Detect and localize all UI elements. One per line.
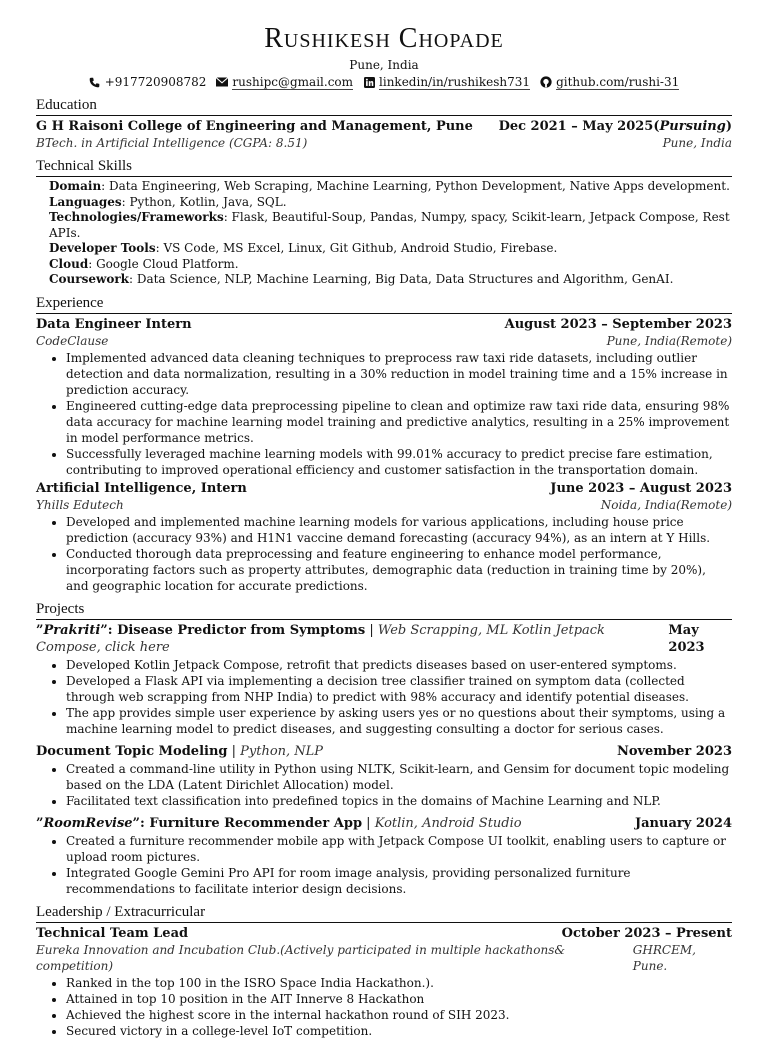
job-place: Pune, India(Remote)	[606, 333, 732, 348]
phone-text: +917720908782	[104, 75, 207, 89]
leadership-place: GHRCEM, Pune.	[632, 942, 696, 973]
skill-label: Coursework	[49, 272, 129, 286]
skill-value: : Data Engineering, Web Scraping, Machine Learning, Python Development, Native Apps development.	[101, 179, 730, 193]
skill-line	[49, 210, 732, 241]
bullet-item: • Integrated Google Gemini Pro API for room image analysis, providing personalized furniture recommendations to facilitate interior design decisions.	[66, 865, 732, 897]
resume-page	[36, 22, 732, 1039]
project-separator: |	[362, 815, 375, 831]
project-title	[36, 622, 668, 656]
project-entry	[36, 622, 732, 737]
project-bullets	[36, 657, 732, 737]
github-contact[interactable]	[540, 74, 679, 90]
skill-label: Developer Tools	[49, 241, 156, 255]
project-entry	[36, 815, 732, 897]
skill-label: Technologies/Frameworks	[49, 210, 224, 224]
project-tech[interactable]: Web Scrapping, ML Kotlin Jetpack Compose, click here	[36, 622, 605, 655]
bullet-item: • Attained in top 10 position in the AIT Innerve 8 Hackathon	[66, 991, 732, 1007]
experience-sub-row	[36, 497, 732, 513]
project-quote: ”	[36, 622, 44, 638]
bullet-item: • Conducted thorough data preprocessing and feature engineering to enhance model performance, incorporating factors such as property attributes, demographic data (reduction in training time by 20%), and geographic location for accurate predictions.	[66, 546, 732, 594]
project-bullets	[36, 833, 732, 897]
project-bullets	[36, 761, 732, 809]
education-heading: Education	[36, 96, 732, 116]
job-role: Data Engineer Intern	[36, 316, 192, 332]
skill-value: : VS Code, MS Excel, Linux, Git Github, Android Studio, Firebase.	[155, 241, 558, 255]
project-quote: ”	[36, 815, 44, 831]
experience-heading: Experience	[36, 294, 732, 314]
skill-line	[49, 179, 732, 195]
project-separator: |	[365, 622, 378, 638]
job-place: Noida, India(Remote)	[600, 497, 732, 512]
leadership-org: Eureka Innovation and Incubation Club.(Actively participated in multiple hackathons& competition)	[36, 942, 566, 973]
project-tech: Python, NLP	[240, 743, 324, 759]
bullet-item: • Developed and implemented machine learning models for various applications, including house price prediction (accuracy 93%) and H1N1 vaccine demand forecasting (accuracy 94%), as an intern at Y Hills.	[66, 514, 732, 546]
contact-bar	[36, 74, 732, 90]
projects-heading: Projects	[36, 600, 732, 620]
skills-list	[36, 179, 732, 288]
bullet-item: • Ranked in the top 100 in the ISRO Space India Hackathon.).	[66, 975, 732, 991]
project-name	[36, 623, 365, 638]
email-link[interactable]: rushipc@gmail.com	[232, 74, 354, 89]
leadership-heading: Leadership / Extracurricular	[36, 903, 732, 923]
leadership-role: Technical Team Lead	[36, 925, 189, 941]
project-title	[36, 743, 323, 760]
project-header-row	[36, 815, 732, 832]
experience-entry	[36, 480, 732, 594]
bullet-item: • Implemented advanced data cleaning techniques to preprocess raw taxi ride datasets, including outlier detection and data normalization, resulting in a 30% reduction in model training time and a 15% increase in prediction accuracy.	[66, 350, 732, 398]
experience-entry	[36, 316, 732, 478]
experience-list	[36, 316, 732, 594]
bullet-item: • Created a command-line utility in Python using NLTK, Scikit-learn, and Gensim for document topic modeling based on the LDA (Latent Dirichlet Allocation) model.	[66, 761, 732, 793]
linkedin-icon	[363, 76, 375, 88]
phone-icon	[89, 76, 101, 88]
bullet-item: • Engineered cutting-edge data preprocessing pipeline to clean and optimize raw taxi ride data, ensuring 98% data accuracy for machine learning model training and predictive analytics, resulting in a 25% improvement in model performance metrics.	[66, 398, 732, 446]
skill-value: : Data Science, NLP, Machine Learning, Big Data, Data Structures and Algorithm, GenAI.	[128, 272, 674, 286]
project-header-row	[36, 743, 732, 760]
company-name: Yhills Edutech	[36, 497, 124, 512]
skill-line	[49, 241, 732, 257]
bullet-item: • Facilitated text classification into predefined topics in the domains of Machine Learning and NLP.	[66, 793, 732, 809]
email-contact[interactable]	[216, 74, 353, 90]
project-name-italic: Prakriti	[43, 622, 101, 638]
envelope-icon	[216, 76, 228, 88]
skill-label: Cloud	[49, 256, 89, 271]
project-title	[36, 815, 522, 832]
job-role: Artificial Intelligence, Intern	[36, 480, 247, 496]
github-icon	[540, 76, 552, 88]
education-dates: Dec 2021 – May 2025(Pursuing)	[498, 119, 732, 134]
project-name-rest: ”: Disease Predictor from Symptoms	[100, 622, 366, 638]
job-dates: June 2023 – August 2023	[550, 480, 732, 496]
skill-label: Domain	[49, 179, 102, 193]
experience-header-row	[36, 316, 732, 333]
leadership-bullets	[36, 975, 732, 1039]
job-dates: August 2023 – September 2023	[504, 316, 732, 332]
skill-line	[49, 195, 732, 211]
linkedin-contact[interactable]	[363, 74, 530, 90]
school-name: G H Raisoni College of Engineering and Management, Pune	[36, 119, 473, 134]
bullet-item: • Secured victory in a college-level IoT competition.	[66, 1023, 732, 1039]
projects-list	[36, 622, 732, 897]
skills-heading: Technical Skills	[36, 157, 732, 177]
skill-value: : Python, Kotlin, Java, SQL.	[121, 194, 287, 209]
bullet-item: • Developed a Flask API via implementing a decision tree classifier trained on symptom data (collected through web scrapping from NHP India) to predict with 98% accuracy and identify potential diseases.	[66, 673, 732, 705]
bullet-item: • Created a furniture recommender mobile app with Jetpack Compose UI toolkit, enabling users to capture or upload room pictures.	[66, 833, 732, 865]
project-date: January 2024	[634, 815, 732, 831]
project-name	[36, 816, 362, 831]
project-separator: |	[227, 743, 241, 759]
skill-label: Languages	[49, 194, 122, 209]
leadership-dates: October 2023 – Present	[561, 925, 732, 941]
project-date: November 2023	[616, 743, 732, 759]
skill-line	[49, 257, 732, 273]
github-link[interactable]: github.com/rushi-31	[556, 74, 680, 89]
education-place: Pune, India	[662, 136, 732, 150]
education-entry	[36, 118, 732, 151]
linkedin-link[interactable]: linkedin/in/rushikesh731	[379, 74, 531, 89]
candidate-name: Rushikesh Chopade	[264, 23, 504, 54]
experience-sub-row	[36, 333, 732, 349]
skill-value: : Flask, Beautiful-Soup, Pandas, Numpy, spacy, Scikit-learn, Jetpack Compose, Rest APIs.	[49, 210, 730, 240]
project-name-rest: ”: Furniture Recommender App	[132, 815, 363, 831]
project-date: May 2023	[668, 622, 705, 655]
bullet-item: • Successfully leveraged machine learning models with 99.01% accuracy to predict precise fare estimation, contributing to improved operational efficiency and customer satisfaction in the transportation domain.	[66, 446, 732, 478]
leadership-entry	[36, 925, 732, 1039]
candidate-location: Pune, India	[349, 58, 419, 72]
project-header-row	[36, 622, 732, 656]
project-name-italic: RoomRevise	[43, 815, 133, 831]
job-bullets	[36, 514, 732, 594]
bullet-item: • Developed Kotlin Jetpack Compose, retrofit that predicts diseases based on user-entered symptoms.	[66, 657, 732, 673]
project-entry	[36, 743, 732, 809]
bullet-item: • The app provides simple user experience by asking users yes or no questions about their symptoms, using a machine learning model to predict diseases, and suggesting consulting a doctor for serious cases.	[66, 705, 732, 737]
project-name	[36, 744, 227, 759]
job-bullets	[36, 350, 732, 478]
experience-header-row	[36, 480, 732, 497]
company-name: CodeClause	[36, 333, 109, 348]
project-tech: Kotlin, Android Studio	[374, 815, 522, 831]
phone-contact[interactable]	[89, 74, 207, 90]
degree: BTech. in Artificial Intelligence (CGPA: 8.51)	[36, 136, 308, 150]
bullet-item: • Achieved the highest score in the internal hackathon round of SIH 2023.	[66, 1007, 732, 1023]
skill-line	[49, 272, 732, 288]
skill-value: : Google Cloud Platform.	[88, 256, 239, 271]
project-name-rest: Document Topic Modeling	[36, 743, 228, 759]
